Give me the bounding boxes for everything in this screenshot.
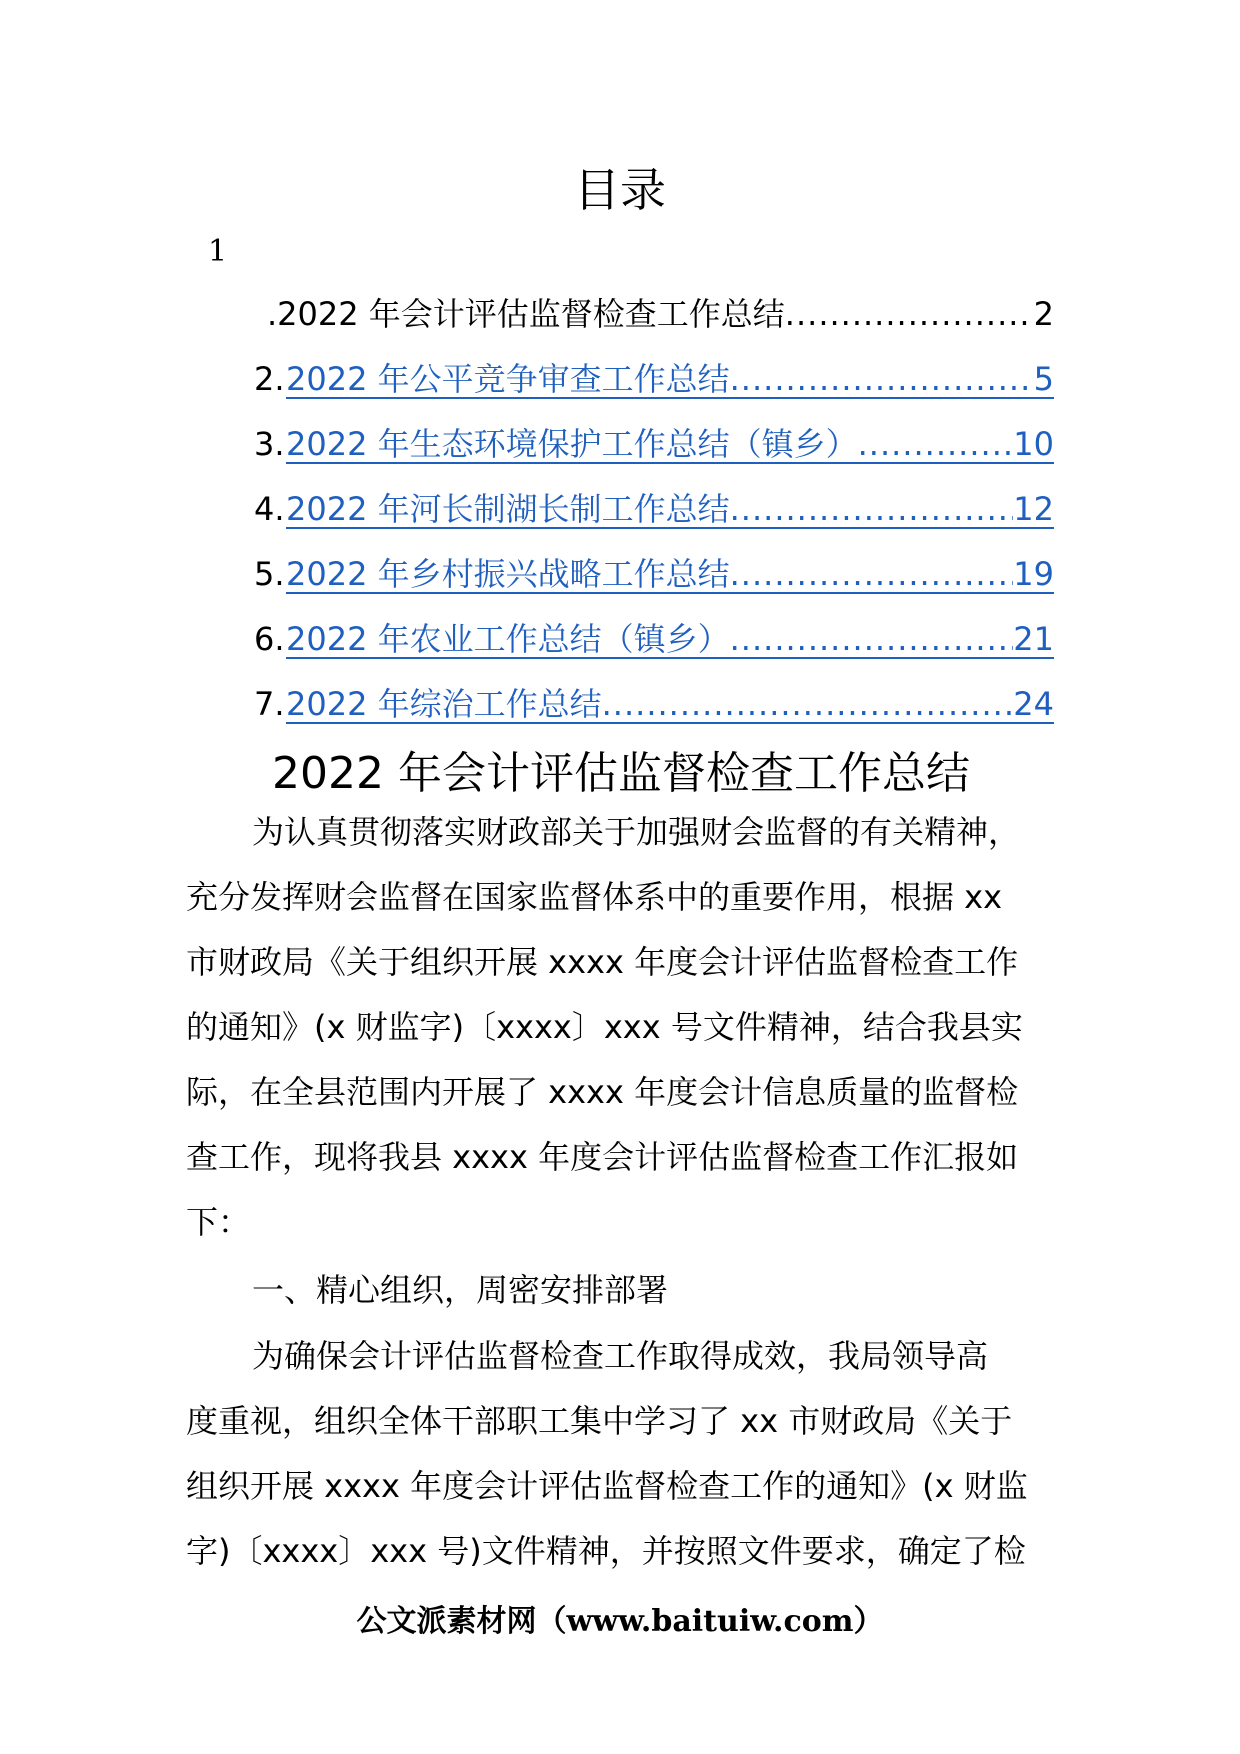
body-paragraph: [186, 1324, 1066, 1584]
toc-entry-page: 19: [1013, 555, 1054, 593]
section-heading: 一、精心组织，周密安排部署: [252, 1271, 669, 1309]
toc-entry-label: 2022 年农业工作总结（镇乡）: [286, 620, 730, 658]
toc-dot-leader: [602, 682, 1014, 722]
table-of-contents: [254, 292, 1054, 747]
toc-entry-link[interactable]: [286, 357, 1054, 399]
toc-entry-link[interactable]: [286, 682, 1054, 724]
text-line: 充分发挥财会监督在国家监督体系中的重要作用，根据 xx: [186, 878, 1003, 916]
toc-entry-link[interactable]: [286, 552, 1054, 594]
toc-entry-1[interactable]: [254, 292, 1054, 357]
toc-dot-leader: [730, 357, 1034, 397]
toc-entry-prefix: 3.: [254, 425, 285, 463]
toc-dot-leader: [785, 292, 1034, 336]
text-line: 查工作，现将我县 xxxx 年度会计评估监督检查工作汇报如: [186, 1138, 1019, 1176]
toc-entry-link[interactable]: [286, 617, 1054, 659]
toc-entry-page: 24: [1013, 685, 1054, 723]
toc-entry-3[interactable]: [254, 422, 1054, 487]
toc-entry-page: 10: [1013, 425, 1054, 463]
toc-entry-label: 2022 年综治工作总结: [286, 685, 602, 723]
toc-entry-link[interactable]: [286, 422, 1054, 464]
toc-dot-leader: [858, 422, 1014, 462]
text-line: 为认真贯彻落实财政部关于加强财会监督的有关精神，: [252, 813, 1021, 851]
text-line: 的通知》(x 财监字)〔xxxx〕xxx 号文件精神，结合我县实: [186, 1008, 1023, 1046]
text-line: 为确保会计评估监督检查工作取得成效，我局领导高: [252, 1337, 989, 1375]
text-line: 度重视，组织全体干部职工集中学习了 xx 市财政局《关于: [186, 1402, 1013, 1440]
toc-entry-link[interactable]: [267, 292, 1054, 336]
toc-entry-label: 2022 年生态环境保护工作总结（镇乡）: [286, 425, 858, 463]
toc-entry-prefix: 6.: [254, 620, 285, 658]
toc-entry-label: .2022 年会计评估监督检查工作总结: [267, 295, 785, 333]
text-line: 下：: [186, 1203, 251, 1241]
document-title: 2022 年会计评估监督检查工作总结: [272, 748, 970, 799]
toc-entry-label: 2022 年河长制湖长制工作总结: [286, 490, 730, 528]
toc-entry-page: 21: [1013, 620, 1054, 658]
page-number: 1: [208, 234, 228, 269]
toc-entry-prefix: 7.: [254, 685, 285, 723]
toc-entry-page: 12: [1013, 490, 1054, 528]
toc-entry-prefix: 2.: [254, 360, 285, 398]
toc-entry-2[interactable]: [254, 357, 1054, 422]
toc-entry-prefix: 4.: [254, 490, 285, 528]
text-line: 际，在全县范围内开展了 xxxx 年度会计信息质量的监督检: [186, 1073, 1019, 1111]
toc-entry-6[interactable]: [254, 617, 1054, 682]
toc-title: 目录: [574, 163, 666, 217]
toc-entry-7[interactable]: [254, 682, 1054, 747]
toc-entry-page: 2: [1033, 295, 1054, 333]
toc-entry-link[interactable]: [286, 487, 1054, 529]
toc-entry-page: 5: [1033, 360, 1054, 398]
body-paragraph: [186, 800, 1066, 1255]
footer-watermark: 公文派素材网（www.baituiw.com）: [356, 1604, 884, 1639]
toc-dot-leader: [730, 487, 1014, 527]
text-line: 市财政局《关于组织开展 xxxx 年度会计评估监督检查工作: [186, 943, 1019, 981]
toc-entry-label: 2022 年公平竞争审查工作总结: [286, 360, 730, 398]
toc-entry-5[interactable]: [254, 552, 1054, 617]
toc-entry-4[interactable]: [254, 487, 1054, 552]
text-line: 字)〔xxxx〕xxx 号)文件精神，并按照文件要求，确定了检: [186, 1532, 1026, 1570]
toc-entry-label: 2022 年乡村振兴战略工作总结: [286, 555, 730, 593]
text-line: 组织开展 xxxx 年度会计评估监督检查工作的通知》(x 财监: [186, 1467, 1028, 1505]
toc-dot-leader: [730, 552, 1014, 592]
toc-dot-leader: [730, 617, 1014, 657]
toc-entry-prefix: 5.: [254, 555, 285, 593]
